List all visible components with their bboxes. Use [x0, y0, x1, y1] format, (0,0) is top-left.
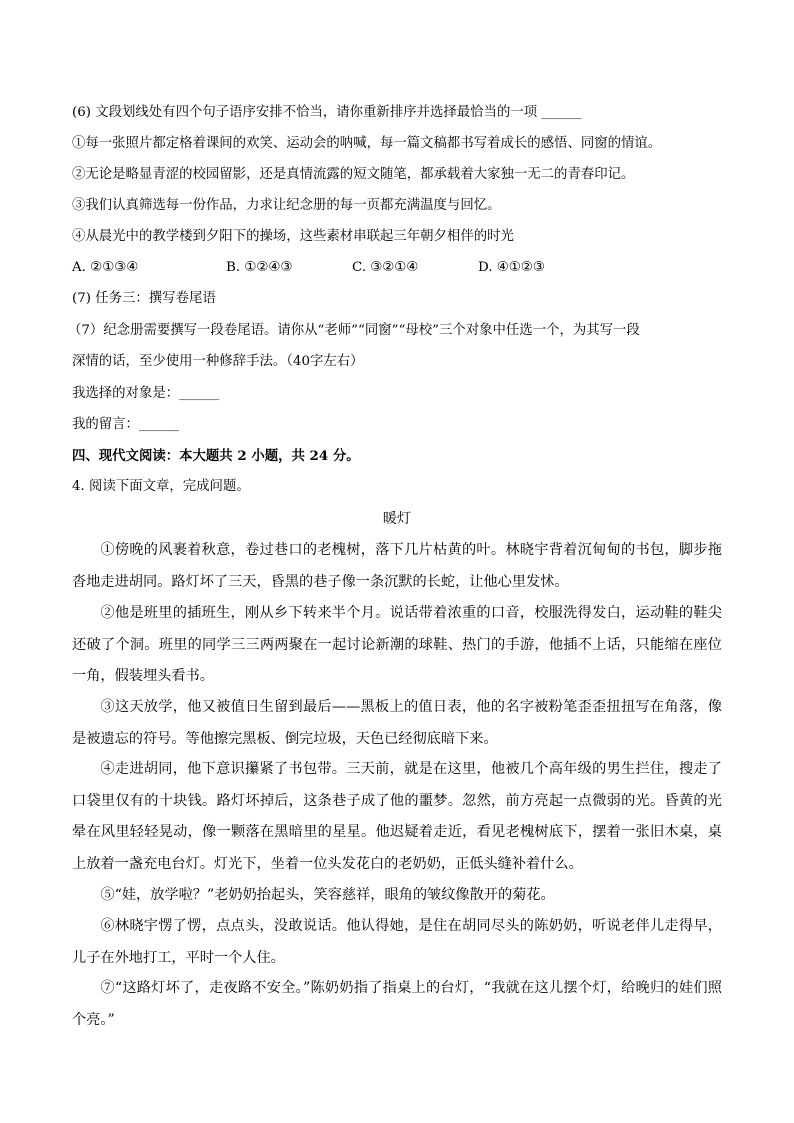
article-paragraph-6: ⑥林晓宇愣了愣，点点头，没敢说话。他认得她，是住在胡同尽头的陈奶奶，听说老伴儿走得早，儿子在外地打工，平时一个人住。 [72, 918, 722, 966]
question-4-instruction: 4. 阅读下面文章，完成问题。 [72, 479, 250, 494]
sentence-1: ①每一张照片都定格着课间的欢笑、运动会的呐喊，每一篇文稿都书写着成长的感悟、同窗的情谊。 [72, 136, 662, 151]
question-7-prompt-line-1: （7）纪念册需要撰写一段卷尾语。请你从“老师”“同窗”“母校”三个对象中任选一个，为其写一段 [68, 323, 640, 338]
article-paragraph-1: ①傍晚的风裹着秋意，卷过巷口的老槐树，落下几片枯黄的叶。林晓宇背着沉甸甸的书包，脚步拖沓地走进胡同。路灯坏了三天，昏黑的巷子像一条沉默的长蛇，让他心里发怵。 [72, 542, 722, 590]
article-title: 暖灯 [382, 511, 412, 527]
sentence-3: ③我们认真筛选每一份作品，力求让纪念册的每一页都充满温度与回忆。 [72, 198, 501, 213]
option-a: A. ②①③④ [72, 260, 139, 275]
object-choice-blank: 我选择的对象是：______ [72, 386, 220, 401]
article-paragraph-4: ④走进胡同，他下意识攥紧了书包带。三天前，就是在这里，他被几个高年级的男生拦住，搜走了口袋里仅有的十块钱。路灯坏掉后，这条巷子成了他的噩梦。忽然，前方亮起一点微弱的光。昏黄的光晕在风里轻轻晃动，像一颗落在黑暗里的星星。他迟疑着走近，看见老槐树底下，摆着一张旧木桌，桌上放着一盏充电台灯。灯光下，坐着一位头发花白的老奶奶，正低头缝补着什么。 [72, 761, 722, 872]
article-paragraph-2: ②他是班里的插班生，刚从乡下转来半个月。说话带着浓重的口音，校服洗得发白，运动鞋的鞋尖还破了个洞。班里的同学三三两两聚在一起讨论新潮的球鞋、热门的手游，他插不上话，只能缩在座位一角，假装埋头看书。 [72, 605, 722, 684]
sentence-4: ④从晨光中的教学楼到夕阳下的操场，这些素材串联起三年朝夕相伴的时光 [72, 229, 514, 244]
option-b: B. ①②④③ [226, 260, 293, 275]
article-paragraph-3: ③这天放学，他又被值日生留到最后——黑板上的值日表，他的名字被粉笔歪歪扭扭写在角落，像是被遗忘的符号。等他擦完黑板、倒完垃圾，天色已经彻底暗下来。 [72, 699, 722, 747]
option-d: D. ④①②③ [478, 260, 545, 275]
option-c: C. ③②①④ [352, 260, 419, 275]
question-7-prompt-line-2: 深情的话，至少使用一种修辞手法。（40字左右） [72, 354, 364, 369]
message-blank: 我的留言：______ [72, 417, 180, 432]
question-7-task: (7) 任务三：撰写卷尾语 [72, 291, 216, 306]
question-6-stem: (6) 文段划线处有四个句子语序安排不恰当，请你重新排序并选择最恰当的一项 ______ [72, 105, 582, 120]
article-paragraph-5: ⑤“娃，放学啦？”老奶奶抬起头，笑容慈祥，眼角的皱纹像散开的菊花。 [100, 887, 555, 903]
sentence-2: ②无论是略显青涩的校园留影，还是真情流露的短文随笔，都承载着大家独一无二的青春印记。 [72, 167, 635, 182]
article-paragraph-7: ⑦“这路灯坏了，走夜路不安全。”陈奶奶指了指桌上的台灯，“我就在这儿摆个灯，给晚归的娃们照个亮。” [72, 980, 722, 1028]
section-4-heading: 四、现代文阅读：本大题共 2 小题，共 24 分。 [72, 448, 360, 464]
